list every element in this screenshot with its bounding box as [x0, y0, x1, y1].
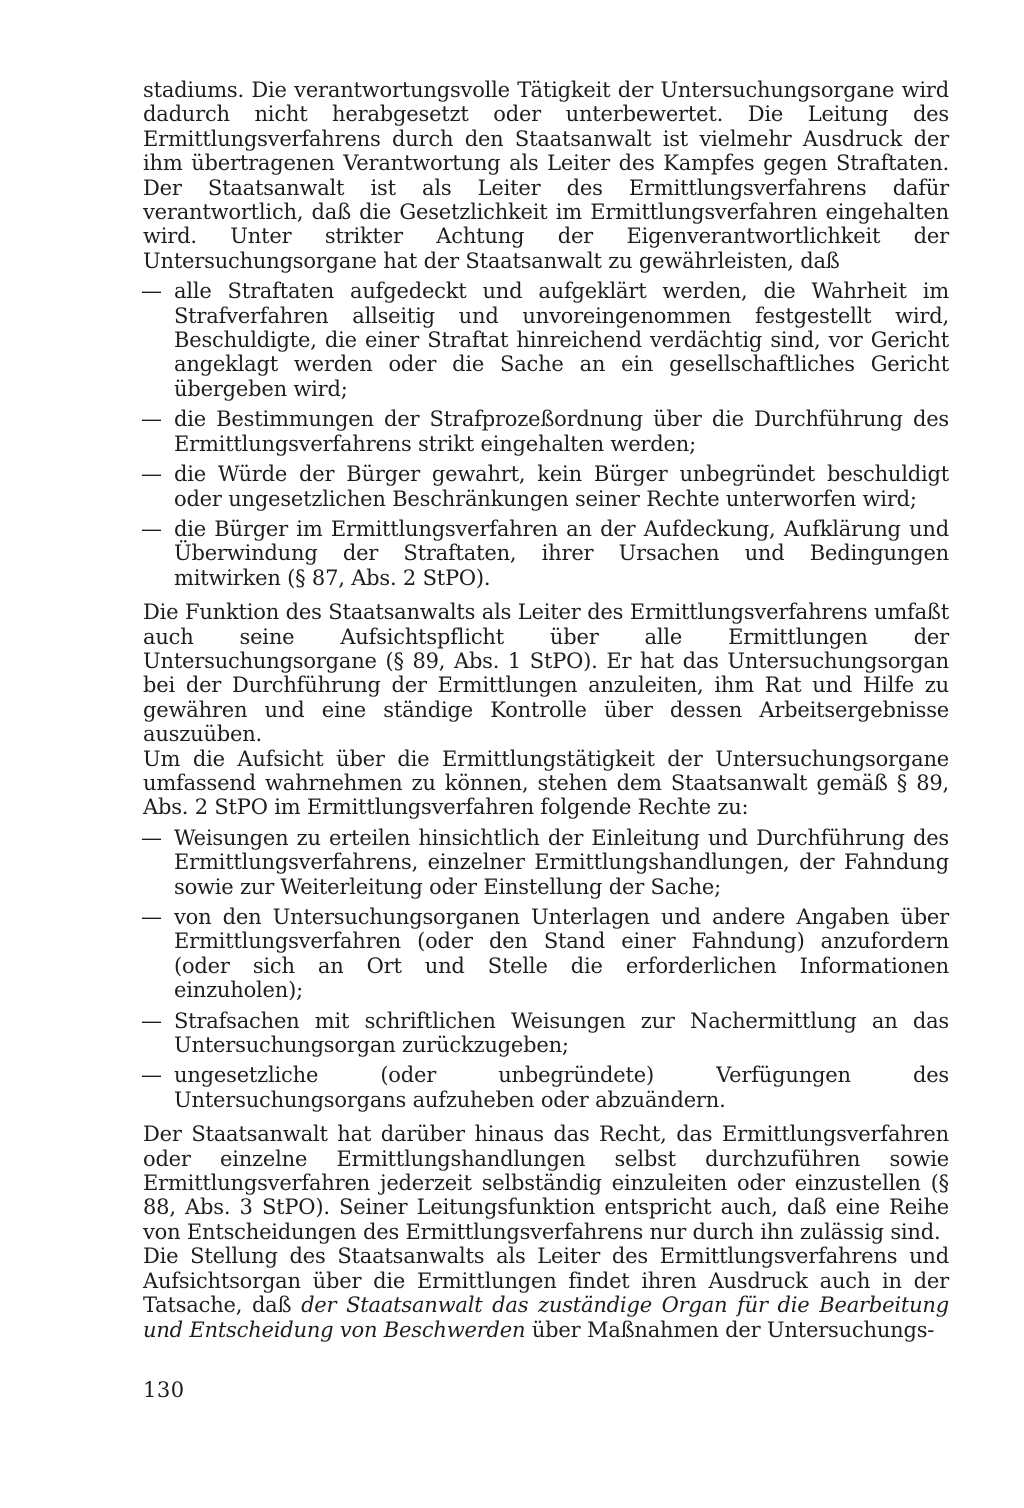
list-item-text: ungesetzliche (oder unbegründete) Verfügungen des Untersuchungsorgans aufzuheben oder abzuändern. — [174, 1063, 949, 1112]
dash-marker: — — [141, 825, 162, 850]
list-item — [143, 1063, 949, 1112]
paragraph-5-italic: der Staatsanwalt das zuständige Organ für die Bearbeitung und Entscheidung von Beschwerden — [143, 1293, 949, 1342]
list-item-text: von den Untersuchungsorganen Unterlagen und andere Angaben über Ermittlungsverfahren (oder den Stand einer Fahndung) anzufordern (oder sich an Ort und Stelle die erforderlichen Informationen einzuholen); — [174, 905, 949, 1003]
list-item — [143, 462, 949, 511]
list-item-text: die Bestimmungen der Strafprozeßordnung über die Durchführung des Ermittlungsverfahrens strikt eingehalten werden; — [174, 407, 949, 456]
paragraph-5 — [143, 1244, 949, 1342]
paragraph-5-end: über Maßnahmen der Untersuchungs- — [531, 1317, 935, 1342]
page-number: 130 — [143, 1378, 185, 1402]
dash-marker: — — [141, 1008, 162, 1033]
list-item — [143, 517, 949, 590]
list-item-text: die Bürger im Ermittlungsverfahren an der Aufdeckung, Aufklärung und Überwindung der Straftaten, ihrer Ursachen und Bedingungen mitwirken (§ 87, Abs. 2 StPO). — [174, 516, 949, 590]
list-item-text: die Würde der Bürger gewahrt, kein Bürger unbegründet beschuldigt oder ungesetzlichen Beschränkungen seiner Rechte unterworfen wird; — [174, 462, 949, 511]
list-item — [143, 826, 949, 899]
dash-marker: — — [141, 905, 162, 929]
paragraph-1: stadiums. Die verantwortungsvolle Tätigkeit der Untersuchungsorgane wird dadurch nicht herabgesetzt oder unterbewertet. Die Leitung des Ermittlungsverfahrens durch den Staatsanwalt ist vielmehr Ausdruck der ihm übertragenen Verantwortung als Leiter des Kampfes gegen Straftaten. Der Staatsanwalt ist als Leiter des Ermittlungsverfahrens dafür verantwortlich, daß die Gesetzlichkeit im Ermittlungsverfahren eingehalten wird. Unter strikter Achtung der Eigenverantwortlichkeit der Untersuchungsorgane hat der Staatsanwalt zu gewährleisten, daß — [143, 78, 949, 273]
list-item — [143, 905, 949, 1003]
dash-marker: — — [141, 462, 162, 487]
dash-marker: — — [141, 516, 162, 541]
list-item — [143, 407, 949, 456]
paragraph-3: Um die Aufsicht über die Ermittlungstätigkeit der Untersuchungsorgane umfassend wahrnehmen zu können, stehen dem Staatsanwalt gemäß § 89, Abs. 2 StPO im Ermittlungsverfahren folgende Rechte zu: — [143, 746, 949, 820]
list-item-text: Strafsachen mit schriftlichen Weisungen zur Nachermittlung an das Untersuchungsorgan zurückzugeben; — [174, 1008, 949, 1058]
list-item-text: alle Straftaten aufgedeckt und aufgeklärt werden, die Wahrheit im Strafverfahren allseitig und unvoreingenommen festgestellt wird, Beschuldigte, die einer Straftat hinreichend verdächtig sind, vor Gericht angeklagt werden oder die Sache an ein gesellschaftliches Gericht übergeben wird; — [174, 279, 949, 401]
paragraph-2: Die Funktion des Staatsanwalts als Leiter des Ermittlungsverfahrens umfaßt auch seine Aufsichtspflicht über alle Ermittlungen der Untersuchungsorgane (§ 89, Abs. 1 StPO). Er hat das Untersuchungsorgan bei der Durchführung der Ermittlungen anzuleiten, ihm Rat und Hilfe zu gewähren und eine ständige Kontrolle über dessen Arbeitsergebnisse auszuüben. — [143, 600, 949, 747]
list-item-text: Weisungen zu erteilen hinsichtlich der Einleitung und Durchführung des Ermittlungsverfahrens, einzelner Ermittlungshandlungen, der Fahndung sowie zur Weiterleitung oder Einstellung der Sache; — [174, 825, 949, 899]
dash-marker: — — [141, 279, 162, 304]
dash-marker: — — [141, 1063, 162, 1088]
rights-list — [143, 826, 949, 1112]
paragraph-4: Der Staatsanwalt hat darüber hinaus das Recht, das Ermittlungsverfahren oder einzelne Ermittlungshandlungen selbst durchzuführen sowie Ermittlungsverfahren jederzeit selbständig einzuleiten oder einzustellen (§ 88, Abs. 3 StPO). Seiner Leitungsfunktion entspricht auch, daß eine Reihe von Entscheidungen des Ermittlungsverfahrens nur durch ihn zulässig sind. — [143, 1122, 949, 1244]
dash-marker: — — [141, 407, 162, 432]
list-item — [143, 1009, 949, 1058]
page-body — [143, 78, 949, 1342]
duties-list — [143, 279, 949, 590]
paragraph-5-start: Die Stellung des Staatsanwalts als Leiter des Ermittlungsverfahrens und Aufsichtsorgan über die Ermittlungen findet ihren Ausdruck auch in der Tatsache, daß — [143, 1244, 949, 1318]
list-item — [143, 279, 949, 401]
